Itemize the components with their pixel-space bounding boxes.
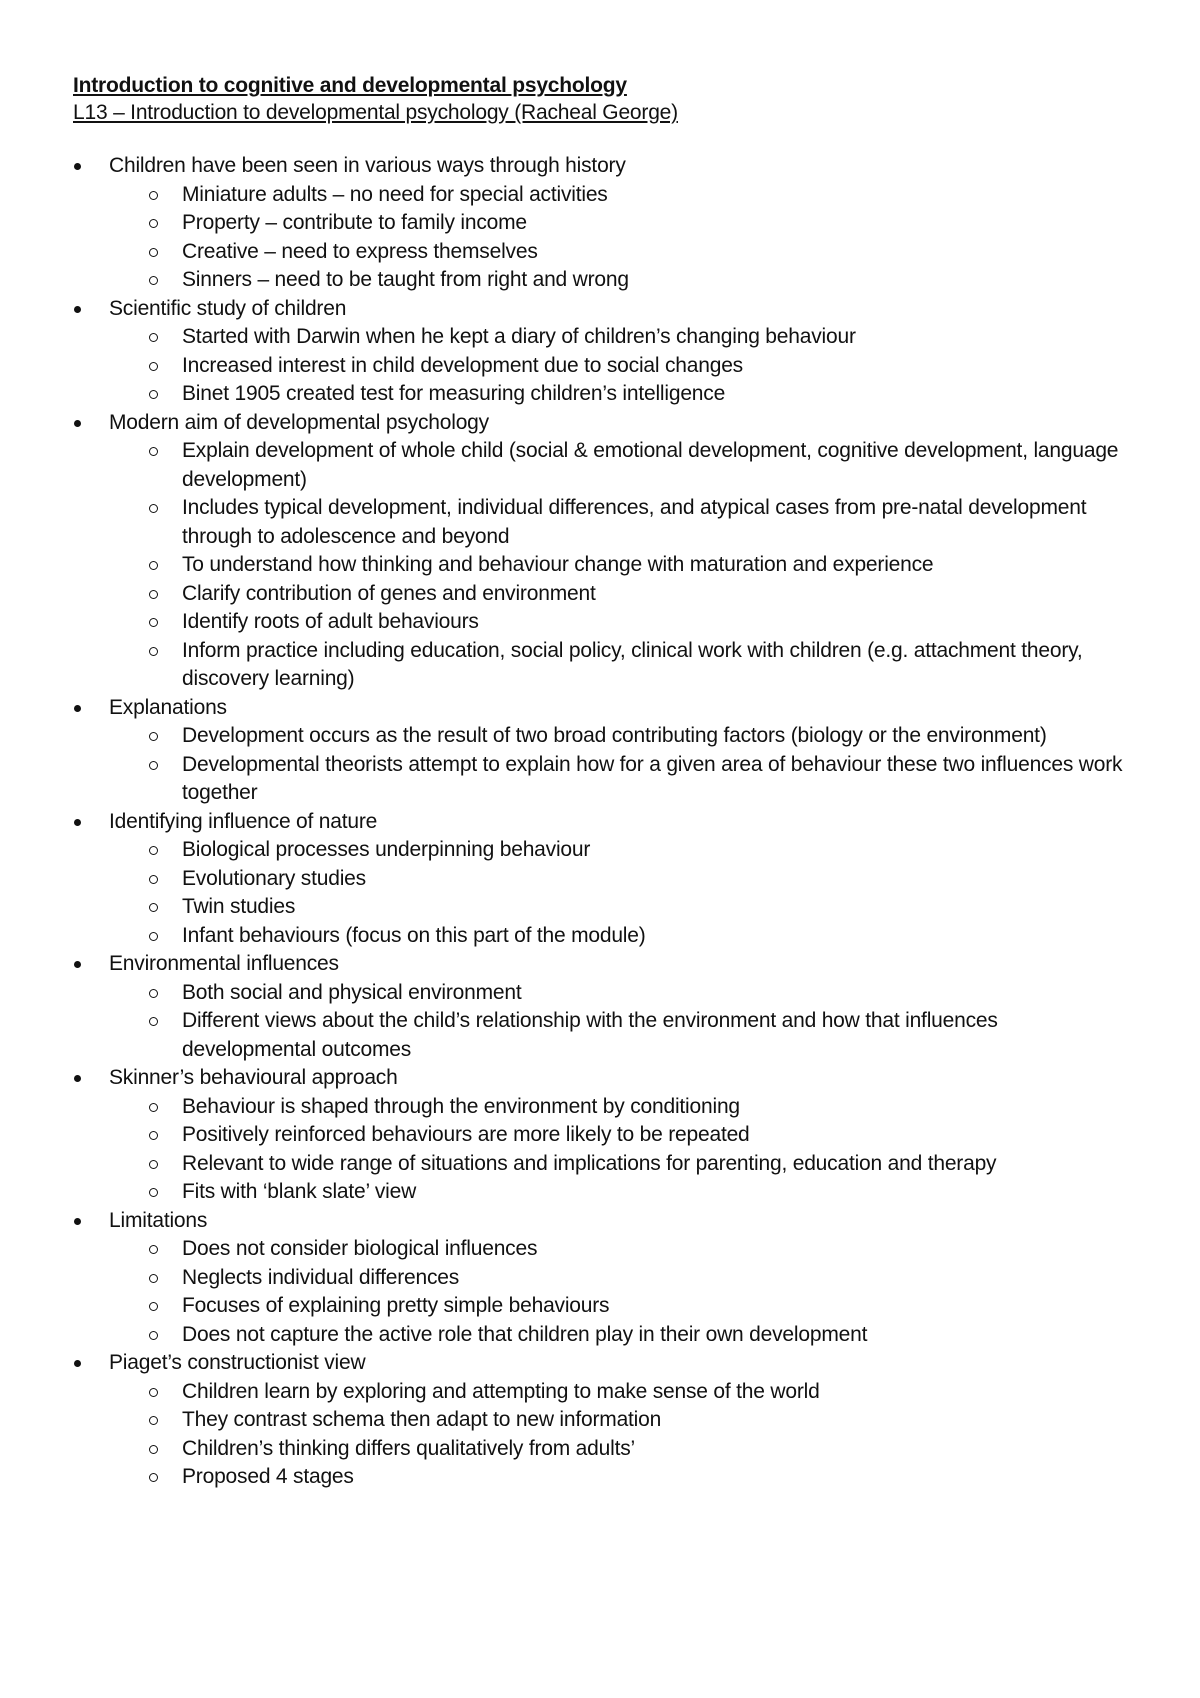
topic-item	[73, 152, 1133, 295]
bullet-icon	[74, 163, 81, 170]
sub-point-list	[109, 181, 1133, 295]
sub-point-list	[109, 836, 1133, 950]
hollow-bullet-icon	[149, 390, 158, 399]
sub-point	[73, 1406, 1133, 1435]
sub-point-list	[109, 1235, 1133, 1349]
document-body	[73, 72, 1133, 1492]
sub-point-text: Proposed 4 stages	[182, 1465, 354, 1488]
sub-point	[73, 209, 1133, 238]
hollow-bullet-icon	[149, 1331, 158, 1340]
hollow-bullet-icon	[149, 1131, 158, 1140]
sub-point-text: Development occurs as the result of two broad contributing factors (biology or the environment)	[182, 724, 1047, 747]
bullet-icon	[74, 1075, 81, 1082]
hollow-bullet-icon	[149, 1445, 158, 1454]
hollow-bullet-icon	[149, 647, 158, 656]
topic-heading: Modern aim of developmental psychology	[109, 410, 489, 434]
sub-point	[73, 1435, 1133, 1464]
hollow-bullet-icon	[149, 761, 158, 770]
hollow-bullet-icon	[149, 590, 158, 599]
sub-point-text: Identify roots of adult behaviours	[182, 610, 479, 633]
sub-point-text: Children learn by exploring and attempting to make sense of the world	[182, 1379, 820, 1403]
hollow-bullet-icon	[149, 1416, 158, 1425]
sub-point	[73, 751, 1133, 808]
sub-point	[73, 380, 1133, 409]
sub-point-text: Creative – need to express themselves	[182, 239, 538, 263]
sub-point	[73, 1150, 1133, 1179]
hollow-bullet-icon	[149, 276, 158, 285]
sub-point	[73, 1007, 1133, 1064]
sub-point-text: Increased interest in child development due to social changes	[182, 353, 743, 377]
hollow-bullet-icon	[149, 1188, 158, 1197]
bullet-icon	[74, 961, 81, 968]
sub-point	[73, 722, 1133, 751]
topic-heading: Children have been seen in various ways through history	[109, 154, 626, 177]
sub-point	[73, 637, 1133, 694]
sub-point	[73, 979, 1133, 1008]
hollow-bullet-icon	[149, 333, 158, 342]
sub-point-text: Includes typical development, individual differences, and atypical cases from pre-natal development through to adolescence and beyond	[182, 496, 1087, 548]
sub-point	[73, 1235, 1133, 1264]
sub-point-text: They contrast schema then adapt to new information	[182, 1408, 662, 1431]
sub-point	[73, 608, 1133, 637]
sub-point-text: Children’s thinking differs qualitatively from adults’	[182, 1436, 635, 1460]
sub-point-list	[109, 979, 1133, 1065]
sub-point	[73, 437, 1133, 494]
sub-point-list	[109, 722, 1133, 808]
hollow-bullet-icon	[149, 561, 158, 570]
topic-heading: Scientific study of children	[109, 296, 347, 320]
sub-point-text: Behaviour is shaped through the environment by conditioning	[182, 1094, 740, 1118]
hollow-bullet-icon	[149, 248, 158, 257]
topic-heading: Explanations	[109, 695, 227, 719]
topic-item	[73, 808, 1133, 951]
hollow-bullet-icon	[149, 618, 158, 627]
sub-point-text: Twin studies	[182, 895, 296, 918]
topic-item	[73, 694, 1133, 808]
document-title: Introduction to cognitive and developmental psychology	[73, 74, 627, 97]
hollow-bullet-icon	[149, 362, 158, 371]
topic-item	[73, 409, 1133, 694]
bullet-icon	[74, 420, 81, 427]
topic-item	[73, 950, 1133, 1064]
sub-point	[73, 865, 1133, 894]
sub-point-text: Sinners – need to be taught from right and wrong	[182, 268, 629, 291]
sub-point-text: Evolutionary studies	[182, 866, 366, 890]
sub-point	[73, 1264, 1133, 1293]
hollow-bullet-icon	[149, 1473, 158, 1482]
bullet-icon	[74, 1360, 81, 1367]
sub-point	[73, 352, 1133, 381]
sub-point-text: Focuses of explaining pretty simple behaviours	[182, 1294, 610, 1317]
bullet-icon	[74, 705, 81, 712]
hollow-bullet-icon	[149, 1302, 158, 1311]
hollow-bullet-icon	[149, 989, 158, 998]
hollow-bullet-icon	[149, 191, 158, 200]
hollow-bullet-icon	[149, 1245, 158, 1254]
sub-point-text: To understand how thinking and behaviour change with maturation and experience	[182, 553, 934, 576]
hollow-bullet-icon	[149, 903, 158, 912]
topic-heading: Identifying influence of nature	[109, 809, 378, 833]
sub-point-text: Infant behaviours (focus on this part of the module)	[182, 923, 646, 947]
hollow-bullet-icon	[149, 1274, 158, 1283]
hollow-bullet-icon	[149, 1388, 158, 1397]
sub-point-text: Relevant to wide range of situations and implications for parenting, education and therapy	[182, 1151, 997, 1175]
hollow-bullet-icon	[149, 932, 158, 941]
bullet-icon	[74, 819, 81, 826]
hollow-bullet-icon	[149, 732, 158, 741]
topic-heading: Piaget’s constructionist view	[109, 1351, 366, 1374]
sub-point-text: Biological processes underpinning behaviour	[182, 838, 591, 861]
sub-point-list	[109, 1093, 1133, 1207]
hollow-bullet-icon	[149, 1160, 158, 1169]
sub-point-list	[109, 437, 1133, 694]
sub-point	[73, 323, 1133, 352]
topic-heading: Environmental influences	[109, 952, 339, 975]
sub-point-text: Binet 1905 created test for measuring children’s intelligence	[182, 382, 726, 405]
topic-item	[73, 1064, 1133, 1207]
sub-point-text: Clarify contribution of genes and environment	[182, 581, 596, 605]
sub-point-text: Does not consider biological influences	[182, 1237, 538, 1260]
sub-point	[73, 1463, 1133, 1492]
notes-list	[73, 152, 1133, 1492]
topic-item	[73, 1207, 1133, 1350]
sub-point	[73, 922, 1133, 951]
hollow-bullet-icon	[149, 846, 158, 855]
topic-item	[73, 295, 1133, 409]
sub-point-text: Property – contribute to family income	[182, 211, 527, 234]
hollow-bullet-icon	[149, 1017, 158, 1026]
sub-point-text: Inform practice including education, social policy, clinical work with children (e.g. attachment theory, discovery learning)	[182, 638, 1083, 690]
sub-point-text: Positively reinforced behaviours are more likely to be repeated	[182, 1123, 750, 1146]
sub-point-text: Started with Darwin when he kept a diary of children’s changing behaviour	[182, 325, 856, 348]
lecture-subtitle: L13 – Introduction to developmental psychology (Racheal George)	[73, 101, 678, 124]
sub-point	[73, 266, 1133, 295]
hollow-bullet-icon	[149, 219, 158, 228]
sub-point	[73, 893, 1133, 922]
sub-point-list	[109, 1378, 1133, 1492]
topic-heading: Limitations	[109, 1208, 208, 1232]
sub-point	[73, 1121, 1133, 1150]
sub-point-text: Miniature adults – no need for special activities	[182, 182, 608, 206]
bullet-icon	[74, 1218, 81, 1225]
sub-point	[73, 1178, 1133, 1207]
hollow-bullet-icon	[149, 504, 158, 513]
sub-point	[73, 1378, 1133, 1407]
sub-point-list	[109, 323, 1133, 409]
sub-point-text: Developmental theorists attempt to explain how for a given area of behaviour these two influences work together	[182, 752, 1123, 804]
sub-point	[73, 238, 1133, 267]
sub-point	[73, 181, 1133, 210]
sub-point	[73, 1093, 1133, 1122]
hollow-bullet-icon	[149, 1103, 158, 1112]
sub-point-text: Both social and physical environment	[182, 980, 522, 1004]
sub-point	[73, 494, 1133, 551]
sub-point	[73, 836, 1133, 865]
sub-point-text: Explain development of whole child (social & emotional development, cognitive development, language development)	[182, 439, 1119, 491]
topic-heading: Skinner’s behavioural approach	[109, 1066, 398, 1089]
sub-point	[73, 580, 1133, 609]
hollow-bullet-icon	[149, 875, 158, 884]
sub-point	[73, 1321, 1133, 1350]
topic-item	[73, 1349, 1133, 1492]
sub-point	[73, 551, 1133, 580]
bullet-icon	[74, 306, 81, 313]
sub-point-text: Neglects individual differences	[182, 1265, 460, 1289]
sub-point-text: Different views about the child’s relationship with the environment and how that influences developmental outcomes	[182, 1009, 998, 1061]
sub-point	[73, 1292, 1133, 1321]
hollow-bullet-icon	[149, 447, 158, 456]
sub-point-text: Does not capture the active role that children play in their own development	[182, 1322, 868, 1346]
sub-point-text: Fits with ‘blank slate’ view	[182, 1180, 417, 1203]
